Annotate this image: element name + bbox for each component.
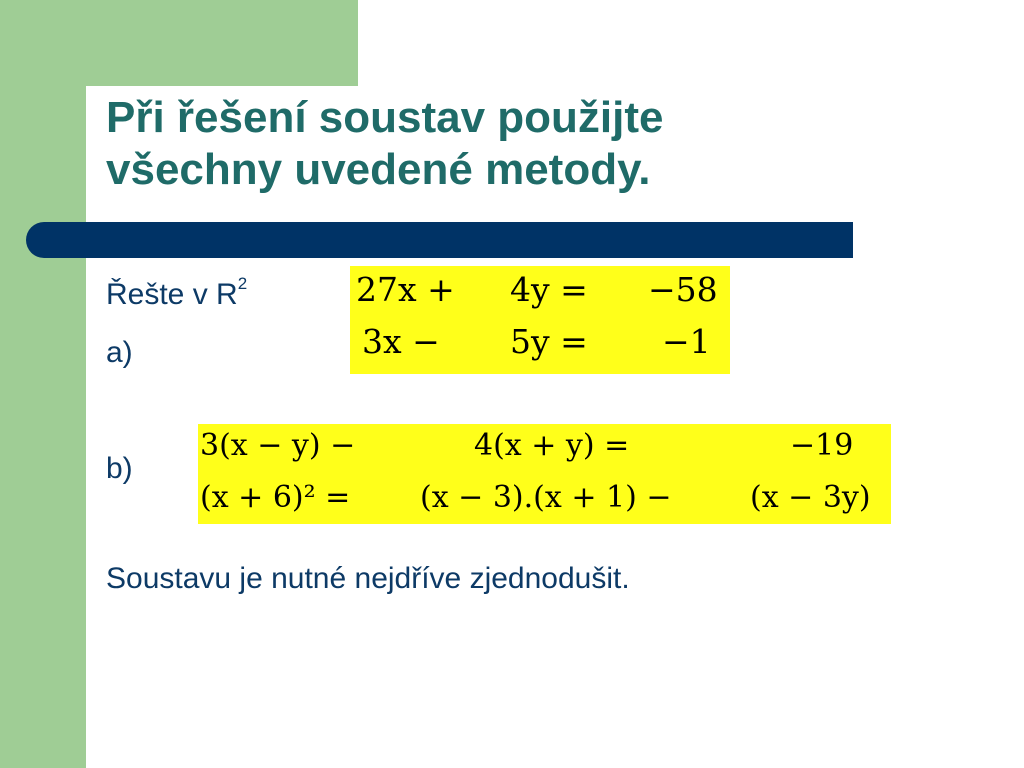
system-b-row-2-rhs: (x − 3y) [750,480,871,515]
solve-prompt-text: Řešte v R [106,278,238,311]
system-a-row-1-term-1: 27x + [356,270,455,309]
system-a-row-1-term-2: 4y = [510,270,588,309]
green-top-band [86,0,358,86]
simplify-note: Soustavu je nutné nejdříve zjednodušit. [106,562,630,595]
system-b-row-1-term-1: 3(x − y) − [200,428,356,463]
label-a: a) [106,336,133,369]
system-a-highlight [350,266,730,374]
green-side-band [0,0,86,768]
system-b-highlight [198,424,891,524]
title-line-1: Při řešení soustav použijte [106,93,664,142]
system-a-row-2-term-2: 5y = [510,322,588,361]
system-b-row-1-rhs: −19 [790,428,854,463]
system-a-row-1 [350,270,730,310]
system-a-row-2 [350,322,730,362]
system-a-row-2-term-1: 3x − [362,322,440,361]
slide-title [106,92,866,196]
system-a-row-1-rhs: −58 [648,270,718,309]
system-b-row-2-term-2: (x − 3).(x + 1) − [420,480,672,515]
system-b-row-1-term-2: 4(x + y) = [474,428,630,463]
solve-prompt [106,274,248,312]
system-b-row-1 [198,426,891,466]
solve-prompt-superscript: 2 [237,274,248,293]
title-line-2: všechny uvedené metody. [106,145,651,194]
system-b-row-2-term-1: (x + 6)² = [200,480,351,515]
title-divider-bar [26,222,853,258]
system-b-row-2 [198,478,891,518]
label-b: b) [106,452,133,485]
system-a-row-2-rhs: −1 [662,322,711,361]
